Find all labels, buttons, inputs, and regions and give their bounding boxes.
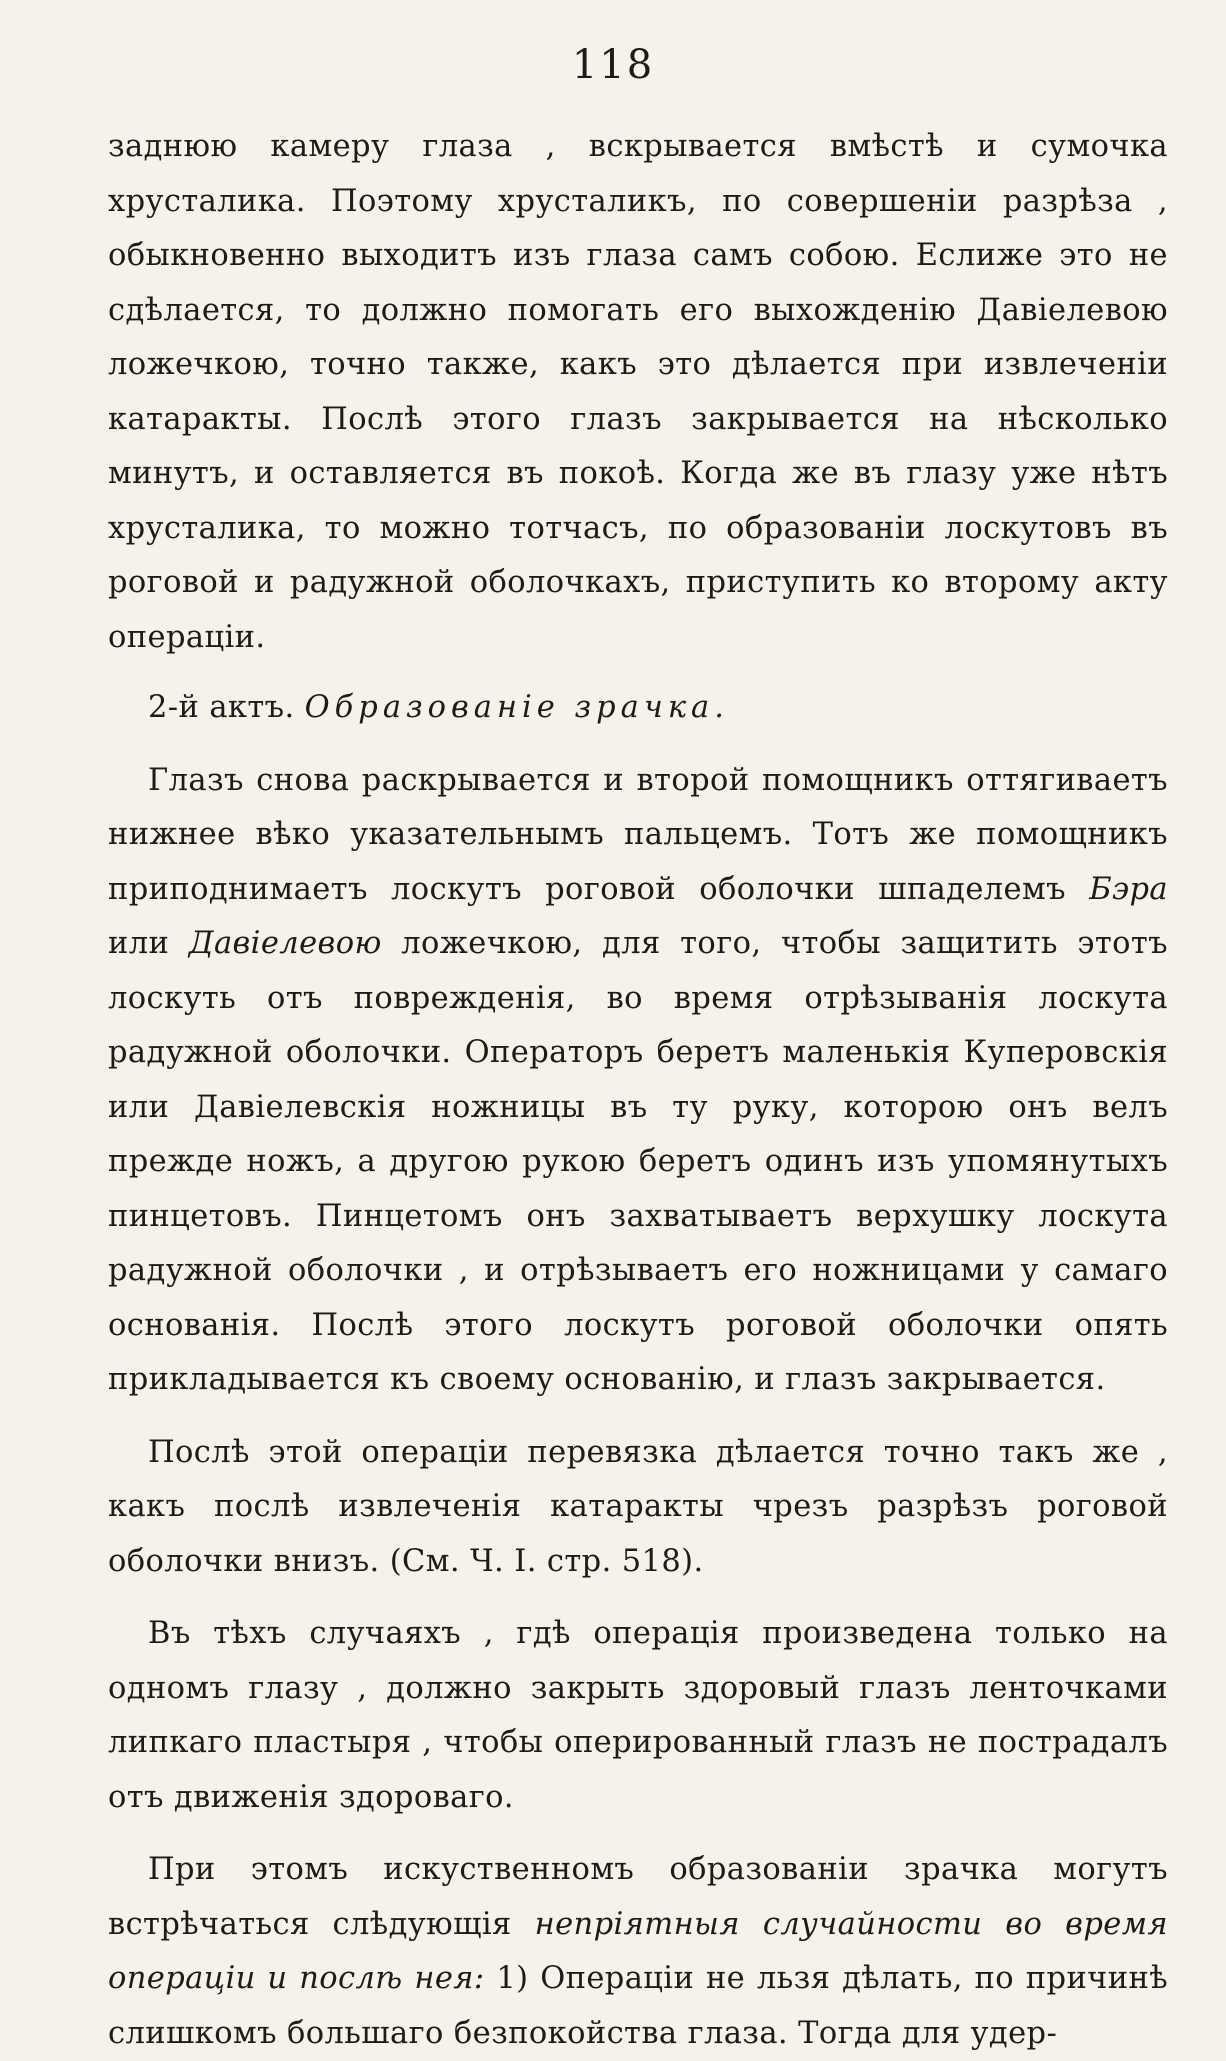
paragraph-4: Въ тѣхъ случаяхъ , гдѣ операція произведена только на одномъ глазу , должно закрыть здоровый глазъ ленточками липкаго пластыря , чтобы оперированный глазъ не пострадалъ отъ движенія здороваго. (108, 1616, 1168, 1815)
paragraph-5-part-a: При этомъ искуственномъ образованіи зрачка могутъ встрѣчаться слѣдующія (108, 1852, 1168, 1942)
paragraph-1: заднюю камеру глаза , вскрывается вмѣстѣ и сумочка хрусталика. Поэтому хрусталикъ, по совершеніи разрѣза , обыкновенно выходитъ изъ глаза самъ собою. Еслиже это не сдѣлается, то должно помогать его выхожденію Давіелевою ложечкою, точно также, какъ это дѣлается при извлеченіи катаракты. Послѣ этого глазъ закрывается на нѣсколько минутъ, и оставляется въ покоѣ. Когда же въ глазу уже нѣтъ хрусталика, то можно тотчасъ, по образованіи лоскутовъ въ роговой и радужной оболочкахъ, приступить ко второму акту операціи. (108, 129, 1168, 655)
paragraph-5-emphasis: непріятныя случайности во время операціи и послѣ нея: (108, 1906, 1168, 1996)
page-body (108, 120, 1168, 2061)
paragraph-2-emphasis-1: Бэра (1089, 871, 1168, 907)
act-heading (108, 681, 1168, 736)
paragraph-5-part-b: 1) Операціи не льзя дѣлать, по причинѣ слишкомъ большаго безпокойства глаза. Тогда для удер- (108, 1961, 1168, 2051)
act-number: 2-й актъ. (148, 690, 295, 725)
paragraph-2-part-a: Глазъ снова раскрывается и второй помощникъ оттягиваетъ нижнее вѣко указательнымъ пальцемъ. Тотъ же помощникъ приподнимаетъ лоскутъ роговой оболочки шпаделемъ (108, 762, 1168, 907)
act-title: Образованіе зрачка. (304, 690, 729, 725)
paragraph-2-emphasis-2: Давіелевою (188, 926, 382, 961)
paragraph-5 (108, 1843, 1168, 2061)
page-number: 118 (571, 42, 655, 88)
paragraph-3: Послѣ этой операціи перевязка дѣлается точно такъ же , какъ послѣ извлеченія катаракты чрезъ разрѣзъ роговой оболочки внизъ. (См. Ч. I. стр. 518). (108, 1434, 1168, 1579)
paragraph-2 (108, 754, 1168, 1408)
paragraph-2-part-b: или (108, 926, 189, 961)
paragraph-2-part-c: ложечкою, для того, чтобы защитить этотъ лоскуть отъ поврежденія, во время отрѣзыванія лоскута радужной оболочки. Операторъ беретъ маленькія Куперовскія или Давіелевскія ножницы въ ту руку, которою онъ велъ прежде ножъ, а другою рукою беретъ одинъ изъ упомянутыхъ пинцетовъ. Пинцетомъ онъ захватываетъ верхушку лоскута радужной оболочки , и отрѣзываетъ его ножницами у самаго основанія. Послѣ этого лоскутъ роговой оболочки опять прикладывается къ своему основанію, и глазъ закрывается. (108, 926, 1168, 1397)
